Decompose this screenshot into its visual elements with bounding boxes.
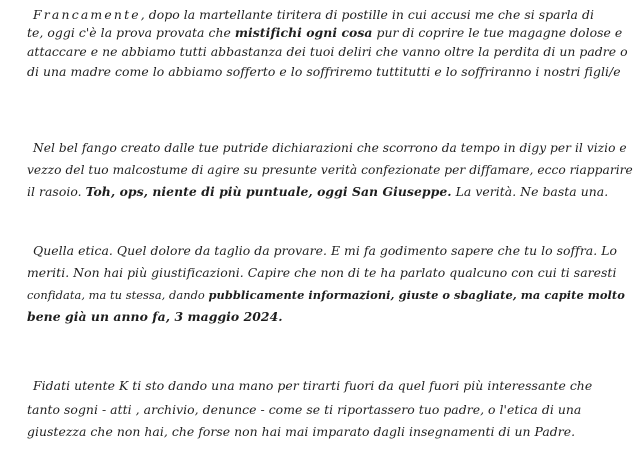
emphasis-text: bene già un anno fa, 3 maggio 2024. (27, 309, 283, 324)
paragraph-2-line-2: vezzo del tuo malcostume di agire su presunte verità confezionate per diffamare, ecco riapparire (27, 163, 633, 177)
paragraph-4-line-3: giustezza che non hai, che forse non hai mai imparato dagli insegnamenti di un Padre. (27, 424, 576, 439)
paragraph-4-line-1: Fidati utente K ti sto dando una mano per tirarti fuori da quel fuori più interessante che (33, 378, 593, 393)
paragraph-3-line-2: meriti. Non hai più giustificazioni. Capire che non di te ha parlato qualcuno con cui ti saresti (27, 265, 617, 280)
emphasis-text: mistifichi ogni cosa (234, 25, 373, 40)
paragraph-1-line-1 (33, 7, 594, 23)
paragraph-4-line-2: tanto sogni - atti , archivio, denunce - come se ti riportassero tuo padre, o l'etica di una (27, 402, 582, 417)
paragraph-3-line-3 (27, 287, 625, 303)
text-run: te, oggi c'è la prova provata che (27, 25, 235, 40)
paragraph-1-line-3: attaccare e ne abbiamo tutti abbastanza dei tuoi deliri che vanno oltre la perdita di un padre o (27, 44, 628, 59)
emphasis-text: Toh, ops, niente di più puntuale, oggi San Giuseppe. (85, 184, 452, 199)
paragraph-1-line-4: di una madre come lo abbiamo sofferto e lo soffriremo tuttitutti e lo soffriranno i nostri figli/e (27, 64, 621, 79)
text-run: confidata, ma tu stessa, dando (27, 288, 209, 302)
opening-word: Francamente (33, 7, 141, 22)
text-run: pur di coprire le tue magagne dolose e (372, 25, 623, 40)
text-run: il rasoio. (27, 184, 86, 199)
paragraph-1-line-2 (27, 25, 622, 41)
paragraph-3-line-1: Quella etica. Quel dolore da taglio da provare. E mi fa godimento sapere che tu lo soffra. Lo (33, 243, 617, 258)
paragraph-2-line-3 (27, 184, 608, 200)
text-run: La verità. Ne basta una. (451, 184, 609, 199)
text-run: , dopo la martellante tiritera di postille in cui accusi me che si sparla di (140, 7, 594, 22)
paragraph-3-line-4 (27, 309, 283, 325)
paragraph-2-line-1: Nel bel fango creato dalle tue putride dichiarazioni che scorrono da tempo in digy per il vizio e (33, 141, 627, 155)
emphasis-text: pubblicamente informazioni, giuste o sbagliate, ma capite molto (208, 288, 625, 302)
